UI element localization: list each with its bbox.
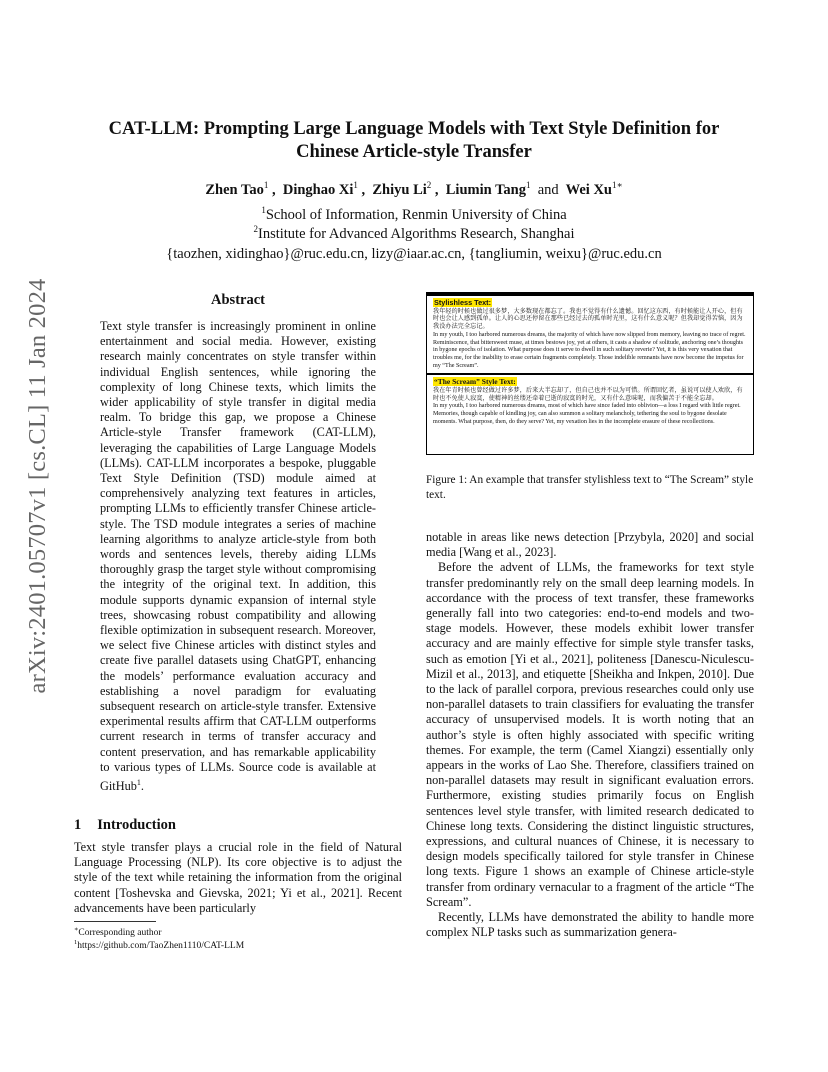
author-name: Dinghao Xi bbox=[282, 181, 354, 198]
footnote-github bbox=[74, 939, 244, 951]
footnote-reference: 1 bbox=[136, 778, 141, 788]
affiliation-mark: 1 bbox=[261, 205, 266, 215]
affiliation-1 bbox=[70, 205, 758, 224]
figure-chinese-text-2: 我在年青时候也曾经做过许多梦，后来大半忘却了，但自己也并不以为可惜。所谓回忆者，虽说可以使人欢欣，有时也不免使人寂寞，使精神的丝缕还牵着已逝的寂寞的时光，又有什么意味呢，而我偏苦于不能全忘却。 bbox=[433, 388, 743, 402]
affiliation-text: School of Information, Renmin University of China bbox=[265, 206, 567, 223]
author-name: Liumin Tang bbox=[445, 181, 526, 198]
paragraph: notable in areas like news detection [Przybyla, 2020] and social media [Wang et al., 2023]. bbox=[426, 530, 754, 560]
figure-divider bbox=[427, 373, 753, 375]
section-number: 1 bbox=[74, 817, 82, 833]
paragraph: Recently, LLMs have demonstrated the ability to handle more complex NLP tasks such as summarization genera- bbox=[426, 910, 754, 940]
affiliation-2 bbox=[70, 224, 758, 243]
abstract-end-punctuation: . bbox=[140, 779, 144, 794]
footnote-mark: 1 bbox=[74, 939, 78, 946]
author-affiliation-mark: 1 bbox=[263, 180, 269, 190]
arxiv-sidebar-stamp bbox=[20, 278, 56, 694]
introduction-body bbox=[74, 840, 402, 916]
footnote-corresponding-author bbox=[74, 925, 162, 938]
affiliation-mark: 2 bbox=[253, 224, 258, 234]
author-list: Zhen Tao$^1$ , Dinghao Xi$^1$ , Zhiyu Li$^2$ , Liumin Tang$^1$ and Wei $Xu^{1∗}$ bbox=[205, 180, 623, 198]
author-affiliation-mark: 1∗ bbox=[611, 180, 623, 190]
abstract-text: Text style transfer is increasingly prominent in online entertainment and social media. However, existing research mainly concentrates on style transfer within individual English sentences, while ignoring the complexity of long Chinese texts, which limits the wider applicability of style transfer in digital media realm. To bridge this gap, we propose a Chinese Article-style Transfer framework (CAT-LLM), leveraging the capabilities of Large Language Models (LLMs). CAT-LLM incorporates a bespoke, pluggable Text Style Definition (TSD) module aimed at comprehensively analyzing text features in articles, prompting LLMs to efficiently transfer Chinese article-style. The TSD module integrates a series of machine learning algorithms to analyze article-style from both words and sentences levels, thereby aiding LLMs thoroughly grasp the target style without compromising the integrity of the original text. In addition, this module supports dynamic expansion of internal style trees, showcasing robust compatibility and allowing flexible optimization in subsequent research. Moreover, we select five Chinese articles with distinct styles and create five parallel datasets using ChatGPT, enhancing the models’ performance evaluation accuracy and establishing a novel paradigm for evaluating subsequent research on article-style transfer. Extensive experimental results affirm that CAT-LLM outperforms current research in terms of transfer accuracy and content preservation, and has remarkable applicability to various types of LLMs. Source code is available at GitHub bbox=[100, 319, 376, 794]
figure-english-text-2: In my youth, I too harbored numerous dreams, most of which have since faded into oblivion—a loss I regard with little regret. Memories, though capable of kindling joy, can also summon a solitary melancholy, tethering the soul to bygone desolate moments. What purpose, then, do they serve? Yet, my vexation lies in the incomplete erasure of these recollections. bbox=[433, 403, 741, 425]
figure-english-text-1: In my youth, I too harbored numerous dreams, the majority of which have now slipped from memory, leaving no trace of regret. Reminiscence, that bittersweet muse, at times bestows joy, yet at others, it casts a shadow of solitude, anchoring one’s thoughts in bygone epochs of isolation. What purpose does it serve to dwell in such solitary reverie? Yet, it is this very vexation that troubles me, for the inability to erase certain fragments completely. Those indelible remnants have now become the impetus for my “The Scream”. bbox=[433, 331, 746, 369]
author-name: Wei Xu bbox=[565, 181, 612, 198]
right-column-body bbox=[426, 530, 754, 940]
author-affiliation-mark: 1 bbox=[353, 180, 358, 190]
figure-chinese-text-1: 我年轻的时候也做过很多梦，大多数现在都忘了。我也不觉得有什么遗憾。回忆这东西，有时候能让人开心，但有时也会让人感到孤单。让人的心思还停留在那些已经过去的孤单时光里，这有什么意义呢？但我却觉得苦恼，因为我没办法完全忘记。 bbox=[433, 308, 743, 331]
author-affiliation-mark: 1 bbox=[525, 180, 531, 190]
figure-caption: Figure 1: An example that transfer stylishless text to “The Scream” style text. bbox=[426, 474, 754, 501]
figure-label-stylishless: Stylishless Text: bbox=[434, 298, 492, 307]
author-name: Zhiyu Li bbox=[372, 181, 427, 198]
footnote-link: https://github.com/TaoZhen1110/CAT-LLM bbox=[77, 941, 245, 952]
author-conjunction: and bbox=[537, 181, 559, 198]
introduction-paragraph: Text style transfer plays a crucial role in the field of Natural Language Processing (NLP). Its core objective is to adjust the style of the text while retaining the information from the original content [Toshevska and Gievska, 2021; Yi et al., 2021]. Recent advancements have been particularly bbox=[74, 840, 402, 915]
footnote-mark: ∗ bbox=[74, 926, 79, 933]
paper-title-line-2: Chinese Article-style Transfer bbox=[296, 142, 532, 162]
arxiv-identifier: arXiv:2401.05707v1 [cs.CL] 11 Jan 2024 bbox=[24, 278, 51, 694]
section-title: Introduction bbox=[97, 817, 176, 833]
section-heading-introduction bbox=[74, 817, 176, 834]
affiliation-text: Institute for Advanced Algorithms Research, Shanghai bbox=[257, 225, 575, 242]
author-affiliation-mark: 2 bbox=[426, 180, 432, 190]
abstract-body bbox=[100, 319, 376, 794]
figure-label-scream: “The Scream” Style Text: bbox=[434, 377, 516, 387]
footnote-text: Corresponding author bbox=[78, 928, 162, 939]
paragraph: Before the advent of LLMs, the frameworks for text style transfer predominantly rely on the small deep learning models. In accordance with the process of text transfer, these frameworks generally fall into two categories: end-to-end models and two-stage models. However, these models exhibit lower transfer accuracy and are mainly effective for simple style transfer tasks, such as emotion [Yi et al., 2021], politeness [Danescu-Niculescu-Mizil et al., 2013], and etiquette [Sheikha and Inkpen, 2010]. Due to the lack of parallel corpora, previous researches could only use non-parallel datasets to train classifiers for evaluating the transfer accuracy of unsupervised models. It is worth noting that an author’s style is often highly associated with specific writing themes. For example, the term (Camel Xiangzi) essentially only appears in the works of Lao She. Therefore, classifiers trained on non-parallel datasets may result in significant evaluation errors. Furthermore, existing studies primarily focus on English sentences level style transfer, with limited research dedicated to Chinese long texts. Considering the distinct linguistic structures, expressions, and cultural nuances of Chinese, it is necessary to design models specifically tailored for style transfer in Chinese long texts. Figure 1 shows an example of Chinese article-style transfer from ordinary vernacular to a fragment of the article “The Scream”. bbox=[426, 560, 754, 909]
author-emails: {taozhen, xidinghao}@ruc.edu.cn, lizy@iaar.ac.cn, {tangliumin, weixu}@ruc.edu.cn bbox=[166, 246, 662, 262]
footnote-rule bbox=[74, 921, 156, 922]
author-name: Zhen Tao bbox=[205, 181, 264, 198]
paper-title bbox=[70, 118, 758, 164]
figure-1 bbox=[426, 292, 754, 455]
paper-title-line-1: CAT-LLM: Prompting Large Language Models with Text Style Definition for bbox=[108, 119, 720, 139]
abstract-heading: Abstract bbox=[211, 292, 265, 308]
